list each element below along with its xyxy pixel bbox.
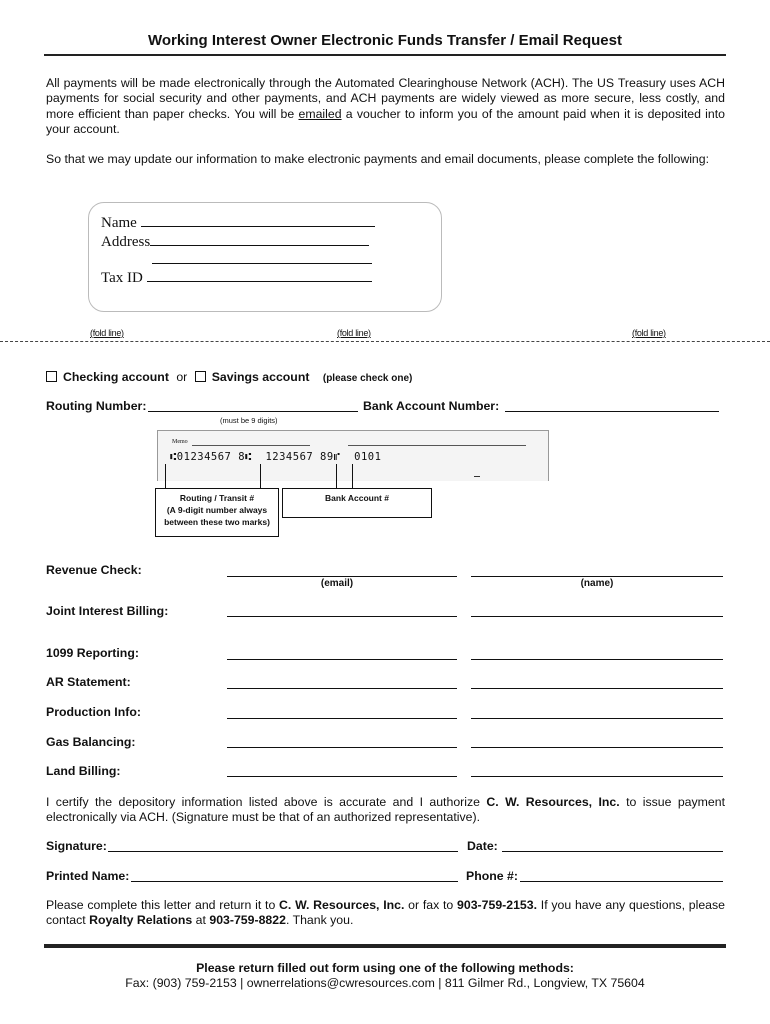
phone-input[interactable]	[520, 881, 723, 882]
account-pointer-left	[336, 464, 337, 488]
1099-name-input[interactable]	[471, 659, 723, 660]
bank-account-label: Bank Account Number:	[363, 399, 500, 413]
certify-text-a: I certify the depository information listed above is accurate and I authorize	[46, 795, 487, 809]
fold-label-right: (fold line)	[632, 328, 666, 338]
fold-label-left: (fold line)	[90, 328, 124, 338]
certify-company: C. W. Resources, Inc.	[486, 795, 620, 809]
printed-name-input[interactable]	[131, 881, 458, 882]
address-second-line[interactable]	[152, 249, 372, 264]
footer-heading: Please return filled out form using one of the following methods:	[196, 961, 574, 975]
or-label: or	[176, 370, 188, 384]
delivery-row-label: 1099 Reporting:	[46, 646, 139, 660]
ar-name-input[interactable]	[471, 688, 723, 689]
ar-email-input[interactable]	[227, 688, 457, 689]
intro-text-b: a voucher to inform you of the amount paid when it is deposited into your account.	[46, 106, 725, 137]
delivery-row-label: Joint Interest Billing:	[46, 604, 169, 618]
routing-number-label: Routing Number:	[46, 399, 147, 413]
routing-number-input[interactable]	[148, 411, 358, 412]
delivery-row-label: Land Billing:	[46, 764, 121, 778]
closing-fax: 903-759-2153.	[457, 898, 538, 912]
account-pointer-right	[352, 464, 353, 488]
address-field-row	[101, 231, 369, 251]
gas-name-input[interactable]	[471, 747, 723, 748]
title-rule	[44, 54, 726, 56]
closing-company: C. W. Resources, Inc.	[279, 898, 405, 912]
routing-callout-line-3: between these two marks)	[164, 517, 270, 527]
account-callout-text: Bank Account #	[325, 493, 389, 503]
fold-label-center: (fold line)	[337, 328, 371, 338]
closing-contact: Royalty Relations	[89, 913, 193, 928]
routing-callout-box	[155, 488, 279, 537]
phone-label: Phone #:	[466, 869, 518, 883]
checking-checkbox[interactable]	[46, 371, 57, 382]
account-callout-box	[282, 488, 432, 518]
check-signature-line	[348, 445, 526, 446]
page-title: Working Interest Owner Electronic Funds Transfer / Email Request	[147, 32, 622, 49]
closing-text-a: Please complete this letter and return it to	[46, 898, 280, 912]
tax-id-input-line[interactable]	[147, 267, 372, 282]
name-label: Name	[101, 215, 137, 231]
delivery-row-label: AR Statement:	[46, 675, 131, 689]
date-input[interactable]	[502, 851, 723, 852]
routing-pointer-right	[260, 464, 261, 488]
routing-callout-line-2: (A 9-digit number always	[166, 505, 268, 515]
check-micr-line: ⑆01234567 8⑆ 1234567 89⑈ 0101	[170, 451, 382, 463]
closing-text-c: If you have any questions, please contact	[46, 898, 725, 928]
production-email-input[interactable]	[227, 718, 457, 719]
closing-text-d: at	[192, 913, 210, 928]
check-one-hint: (please check one)	[322, 373, 413, 384]
closing-phone: 903-759-8822	[209, 913, 286, 928]
revenue-check-email-input[interactable]	[227, 576, 457, 577]
jib-email-input[interactable]	[227, 616, 457, 617]
savings-label: Savings account	[211, 370, 310, 384]
printed-name-label: Printed Name:	[46, 869, 130, 883]
closing-text-e: . Thank you.	[285, 913, 354, 928]
jib-name-input[interactable]	[471, 616, 723, 617]
gas-email-input[interactable]	[227, 747, 457, 748]
account-type-row	[46, 370, 412, 384]
checking-label: Checking account	[63, 370, 169, 384]
routing-note: (must be 9 digits)	[220, 416, 278, 425]
certify-text-b: to issue payment electronically via ACH. (Signature must be that of an authorized representative).	[46, 795, 725, 825]
intro-paragraph	[46, 76, 725, 138]
closing-paragraph	[46, 898, 725, 929]
fold-line	[0, 341, 770, 342]
routing-callout-line-1: Routing / Transit #	[179, 493, 255, 503]
signature-label: Signature:	[46, 839, 107, 853]
delivery-row-label: Production Info:	[46, 705, 141, 719]
address-label: Address	[101, 234, 151, 250]
date-label: Date:	[467, 839, 498, 853]
address-input-line[interactable]	[150, 231, 369, 246]
delivery-row-label: Revenue Check:	[46, 563, 142, 577]
name-field-row	[101, 212, 375, 232]
name-input-line[interactable]	[141, 212, 375, 227]
signature-input[interactable]	[108, 851, 458, 852]
land-email-input[interactable]	[227, 776, 457, 777]
email-column-label: (email)	[320, 578, 354, 589]
delivery-row-label: Gas Balancing:	[46, 735, 136, 749]
instructions-paragraph: So that we may update our information to make electronic payments and email documents, please complete the following:	[46, 152, 710, 166]
closing-text-b: or fax to	[404, 898, 458, 912]
land-name-input[interactable]	[471, 776, 723, 777]
name-column-label: (name)	[580, 578, 614, 589]
intro-text-a: All payments will be made electronically through the Automated Clearinghouse Network (ACH). The US Treasury uses ACH payments for social security and other payments, and ACH payments are widely viewed as more secure, less costly, and more efficient than paper checks. You will be	[46, 76, 725, 121]
tax-id-label: Tax ID	[101, 270, 143, 286]
footer-contact-info: Fax: (903) 759-2153 | ownerrelations@cwresources.com | 811 Gilmer Rd., Longview, TX 75604	[125, 976, 645, 990]
check-memo-label: Memo	[172, 439, 188, 445]
intro-emphasis: emailed	[298, 106, 342, 121]
check-edge-tick	[474, 476, 480, 477]
savings-checkbox[interactable]	[195, 371, 206, 382]
bank-account-input[interactable]	[505, 411, 719, 412]
routing-pointer-left	[165, 464, 166, 488]
production-name-input[interactable]	[471, 718, 723, 719]
footer-rule	[44, 944, 726, 948]
1099-email-input[interactable]	[227, 659, 457, 660]
certification-paragraph	[46, 795, 725, 826]
tax-id-field-row	[101, 267, 372, 287]
check-memo-line	[192, 445, 310, 446]
revenue-check-name-input[interactable]	[471, 576, 723, 577]
